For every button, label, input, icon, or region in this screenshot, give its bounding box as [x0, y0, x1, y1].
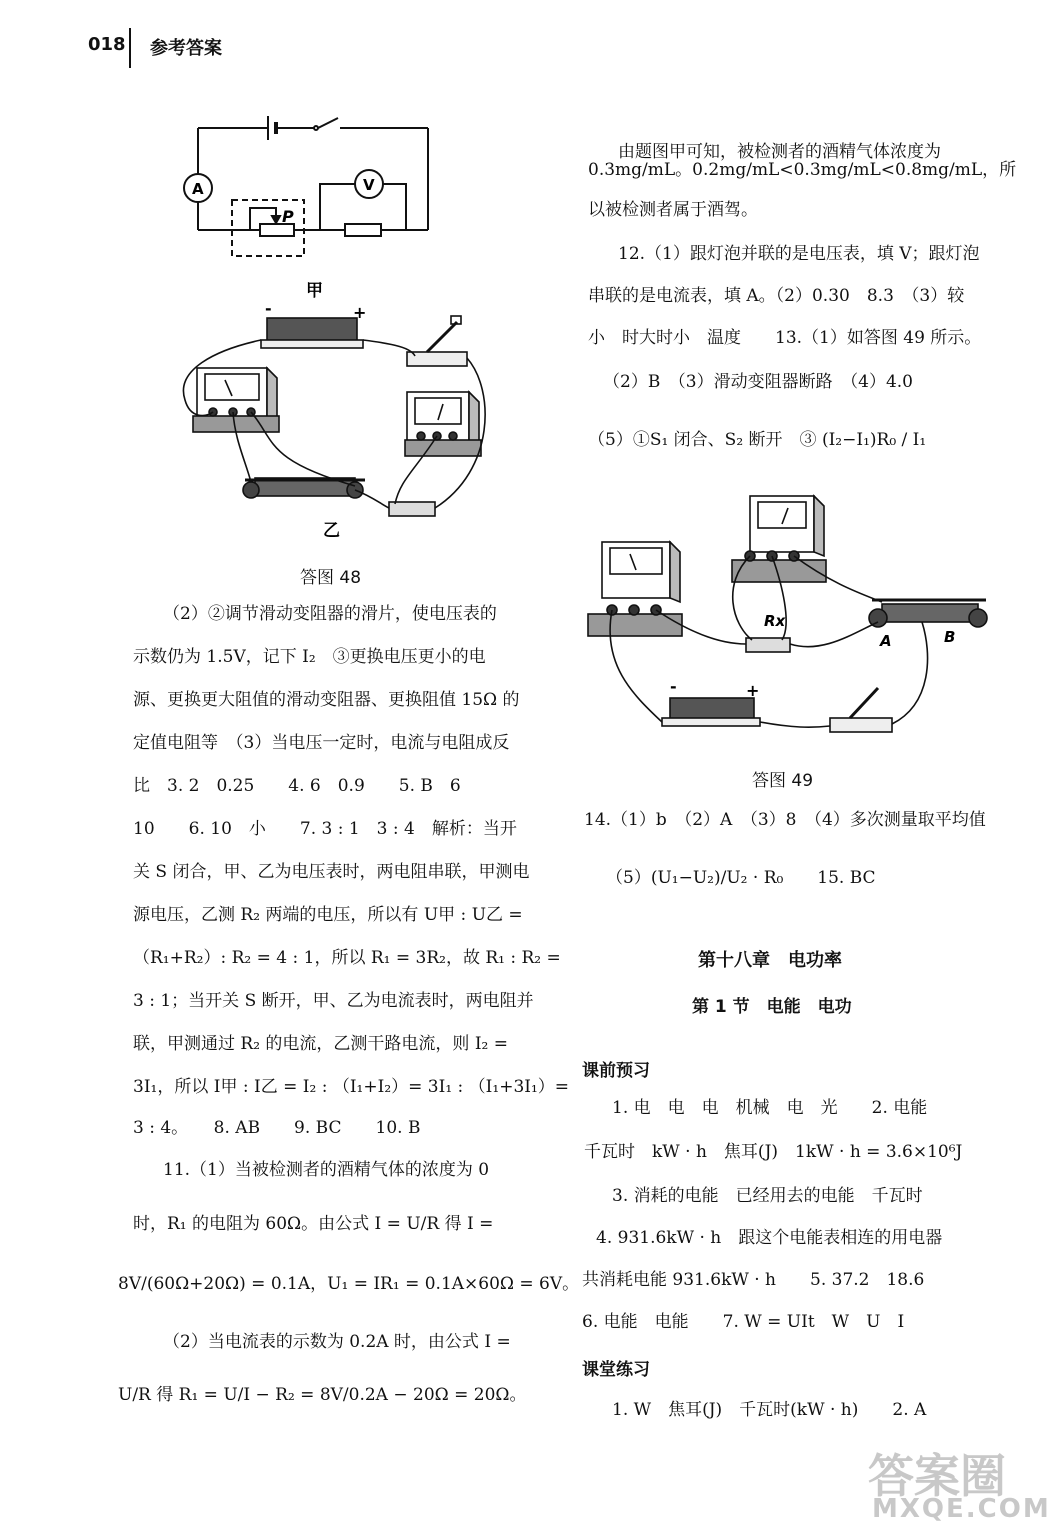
header-divider [129, 28, 131, 68]
left-line: （2）当电流表的示数为 0.2A 时，由公式 I = [163, 1332, 511, 1352]
right-line: （5）①S₁ 闭合、S₂ 断开 ③ (I₂−I₁)R₀ / I₁ [588, 430, 927, 450]
preview-line: 共消耗电能 931.6kW · h 5. 37.2 18.6 [582, 1270, 925, 1290]
right-line: 串联的是电流表，填 A。（2）0.30 8.3 （3）较 [588, 286, 965, 306]
label-minus: - [265, 299, 272, 318]
left-line: 3 : 4。 8. AB 9. BC 10. B [133, 1118, 421, 1138]
label-plus: + [746, 681, 760, 700]
header-title: 参考答案 [150, 38, 222, 59]
section-title: 第 1 节 电能 电功 [692, 997, 852, 1017]
caption-fig48: 答图 48 [300, 568, 362, 588]
preview-line: 1. 电 电 电 机械 电 光 2. 电能 [612, 1098, 928, 1118]
preview-line: 6. 电能 电能 7. W = UIt W U I [582, 1312, 905, 1332]
circuit-diagram-jia [170, 100, 460, 301]
ammeter-label: A [192, 180, 204, 198]
label-jia: 甲 [306, 281, 323, 301]
watermark-site: MXQE.COM [872, 1494, 1051, 1524]
label-rx: Rx [764, 612, 786, 630]
right-line: 小 时大时小 温度 13.（1）如答图 49 所示。 [588, 328, 982, 348]
right-line: 0.3mg/mL。0.2mg/mL<0.3mg/mL<0.8mg/mL，所 [588, 160, 1017, 180]
right-line: 12.（1）跟灯泡并联的是电压表，填 V；跟灯泡 [618, 244, 980, 264]
label-plus: + [353, 303, 367, 322]
slider-label: P [282, 207, 294, 226]
left-line: 示数仍为 1.5V，记下 I₂ ③更换电压更小的电 [133, 647, 486, 667]
left-line: 11.（1）当被检测者的酒精气体的浓度为 0 [163, 1160, 490, 1180]
left-line: 定值电阻等 （3）当电压一定时，电流与电阻成反 [133, 733, 510, 753]
right-line: 以被检测者属于酒驾。 [588, 200, 758, 220]
preview-line: 3. 消耗的电能 已经用去的电能 千瓦时 [612, 1186, 923, 1206]
left-line: 源、更换更大阻值的滑动变阻器、更换阻值 15Ω 的 [133, 690, 520, 710]
left-line: 时，R₁ 的电阻为 60Ω。由公式 I = U/R 得 I = [133, 1214, 494, 1234]
left-line: 3I₁，所以 I甲 : I乙 = I₂ : （I₁+I₂）= 3I₁ : （I₁+3I₁）= [133, 1077, 570, 1097]
left-line: 比 3. 2 0.25 4. 6 0.9 5. B 6 [133, 776, 461, 796]
caption-fig49: 答图 49 [752, 771, 814, 791]
practice-line: 1. W 焦耳(J) 千瓦时(kW · h) 2. A [612, 1400, 927, 1420]
circuit-photo-yi [175, 300, 505, 545]
page-number: 018 [88, 34, 126, 55]
preview-line: 千瓦时 kW · h 焦耳(J) 1kW · h = 3.6×10⁶J [584, 1142, 963, 1162]
left-line: 10 6. 10 小 7. 3 : 1 3 : 4 解析：当开 [133, 819, 517, 839]
practice-label: 课堂练习 [582, 1360, 650, 1380]
right-line: （5）(U₁−U₂)/U₂ · R₀ 15. BC [606, 868, 876, 888]
left-line: 8V/(60Ω+20Ω) = 0.1A，U₁ = IR₁ = 0.1A×60Ω = 6V。 [118, 1274, 580, 1294]
left-line: （R₁+R₂）: R₂ = 4 : 1，所以 R₁ = 3R₂，故 R₁ : R₂ = [133, 948, 561, 968]
chapter-title: 第十八章 电功率 [698, 950, 842, 971]
label-point-b: B [944, 628, 956, 646]
left-line: U/R 得 R₁ = U/I − R₂ = 8V/0.2A − 20Ω = 20Ω。 [118, 1385, 527, 1405]
left-line: 3 : 1；当开关 S 断开，甲、乙为电流表时，两电阻并 [133, 991, 534, 1011]
left-line: 关 S 闭合，甲、乙为电压表时，两电阻串联，甲测电 [133, 862, 530, 882]
right-line: （2）B （3）滑动变阻器断路 （4）4.0 [603, 372, 913, 392]
preview-line: 4. 931.6kW · h 跟这个电能表相连的用电器 [596, 1228, 943, 1248]
label-minus: - [670, 677, 677, 696]
label-point-a: A [880, 632, 892, 650]
circuit-photo-fig49 [582, 484, 1002, 750]
right-line: 由题图甲可知，被检测者的酒精气体浓度为 [618, 142, 941, 162]
preview-label: 课前预习 [582, 1061, 650, 1081]
voltmeter-label: V [363, 176, 375, 194]
left-line: （2）②调节滑动变阻器的滑片，使电压表的 [163, 604, 497, 624]
right-line: 14.（1）b （2）A （3）8 （4）多次测量取平均值 [584, 810, 986, 830]
watermark-logo: 答案圈 [868, 1449, 1006, 1503]
left-line: 源电压，乙测 R₂ 两端的电压，所以有 U甲 : U乙 = [133, 905, 523, 925]
label-yi: 乙 [323, 521, 340, 541]
left-line: 联，甲测通过 R₂ 的电流，乙测干路电流，则 I₂ = [133, 1034, 509, 1054]
